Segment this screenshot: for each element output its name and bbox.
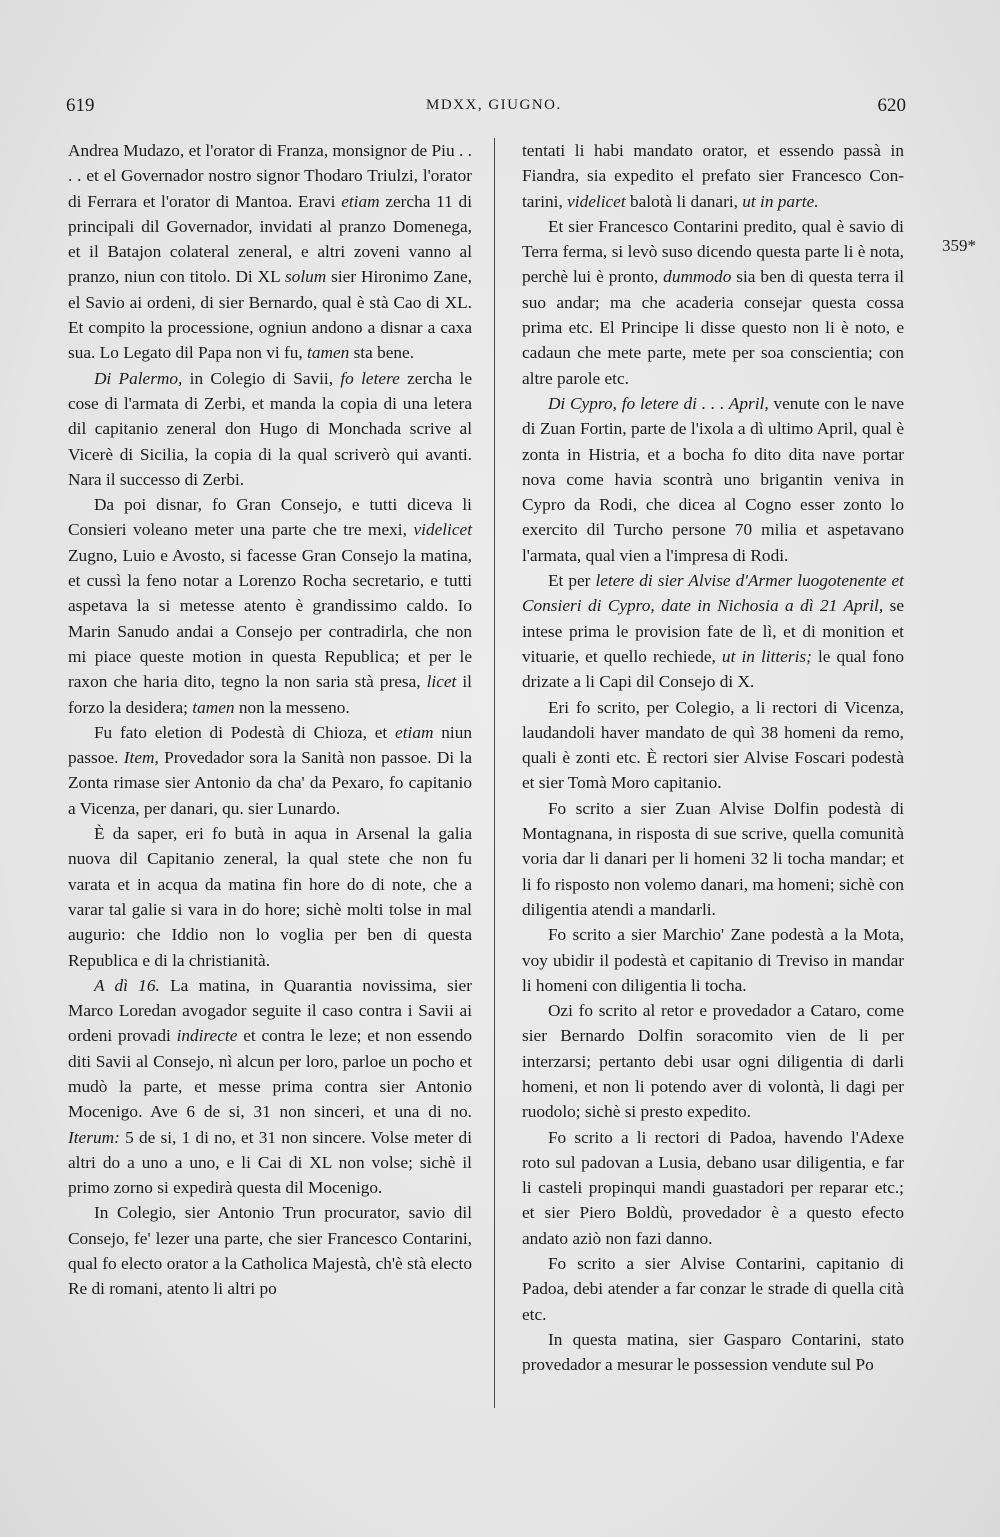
- text-run: Fo scrito a li rectori di Padoa, havendo l'Adexe roto sul padovan a Lusia, debano usar diligentia, e far li casteli propinqui mandi guastadori per reparar etc.; et sier Piero Boldù, provedador è a questo efecto andato aziò non fazi danno.: [522, 1127, 904, 1248]
- italic-text: dummodo: [663, 267, 732, 287]
- text-run: le qual fono drizate a li Capi dil Consejo di X.: [522, 646, 904, 692]
- italic-text: solum: [284, 267, 327, 287]
- paragraph: [68, 492, 472, 720]
- italic-text: fo letere: [340, 368, 400, 388]
- text-run: balotà li danari,: [625, 191, 743, 211]
- italic-text: A dì 16.: [93, 975, 160, 995]
- paragraph: [68, 366, 472, 492]
- paragraph: [522, 1125, 904, 1251]
- italic-text: ut in parte.: [742, 191, 819, 211]
- text-run: È da saper, eri fo butà in aqua in Arsenal la galia nuova dil Capitanio zeneral, la qual stete che non fu varata et in acqua da matina fin hore do di note, che a varar tal galie si vara in do hore; sichè molti tolse in mal augurio: che Iddio non lo voglia per ben di questa Republica e di la christianità.: [68, 824, 472, 970]
- paragraph: [522, 1327, 904, 1378]
- text-run: Ozi fo scrito al retor e provedador a Cataro, come sier Bernardo Dolfin soracomito vien de li per interzarsi; pertanto debi usar ogni diligentia di darli homeni, et non li potendo aver di volontà, li dagi per ruodolo; sichè si presto expedito.: [522, 1001, 904, 1122]
- margin-note: 359*: [942, 236, 976, 255]
- italic-text: videlicet: [567, 191, 626, 211]
- text-run: Fo scrito a sier Alvise Contarini, capitanio di Padoa, debi atender a far conzar le strade di quella cità etc.: [522, 1254, 904, 1324]
- text-run: niun passoe.: [68, 722, 472, 768]
- text-run: 5 de si, 1 di no, et 31 non sincere. Volse meter di altri do a uno a uno, e li Cai di XL non volse; sichè il primo zorno si expedirà questa dil Mocenigo.: [68, 1127, 472, 1198]
- paragraph: [522, 998, 904, 1124]
- page-header: [66, 95, 906, 125]
- italic-text: etiam: [395, 722, 434, 742]
- text-run: in Colegio di Savii,: [182, 368, 341, 388]
- italic-text: videlicet: [413, 520, 472, 540]
- column-divider: [494, 138, 495, 1408]
- text-run: Andrea Mudazo, et l'orator di Franza, monsignor de Piu . . . . et el Governador nostro signor Thodaro Triulzi, l'orator di Ferrara et l'orator di Mantoa. Eravi: [68, 141, 472, 211]
- italic-text: Di Palermo,: [93, 368, 183, 388]
- italic-text: Iterum:: [68, 1127, 120, 1147]
- paragraph: [68, 720, 472, 821]
- text-run: In Colegio, sier Antonio Trun procurator, savio dil Consejo, fe' lezer una parte, che sier Francesco Contarini, qual fo electo orator a la Catholica Majestà, ch'è stà electo Re di romani, atento li altri po: [68, 1203, 472, 1299]
- text-run: Zugno, Luio e Avosto, si facesse Gran Consejo la matina, et cussì la feno notar a Lorenzo Rocha secretario, e tutti aspetava la si metesse atento è grandissimo caldo. Io Marin Sanudo andai a Consejo per contradirla, che non mi piace queste motion in questa Republica; et per le raxon che haria dito, tegno la non saria stà presa,: [68, 545, 472, 692]
- paragraph: [522, 391, 904, 568]
- text-run: sia ben di questa terra il suo andar; ma che acaderia consejar questa cossa prima etc. El Principe li disse questo non li è noto, e cadaun che mete parte, mete per soa conscientia; con altre parole etc.: [522, 267, 904, 388]
- text-run: Da poi disnar, fo Gran Consejo, e tutti diceva li Consieri voleano meter una parte che tre mexi,: [68, 495, 472, 540]
- text-run: sta bene.: [349, 343, 415, 363]
- paragraph: [522, 214, 904, 391]
- paragraph: [522, 568, 904, 694]
- text-run: Provedador sora la Sanità non passoe. Di la Zonta rimase sier Antonio da cha' da Pexaro, fo capitanio a Vicenza, per danari, qu. sier Lunardo.: [68, 748, 472, 818]
- text-run: se intese prima le provision fate de lì, et di monition et vituarie, et quello rechiede,: [522, 596, 905, 666]
- text-run: non la messeno.: [234, 697, 350, 717]
- text-run: sier Hironimo Zane, el Savio ai ordeni, di sier Bernardo, qual è stà Cao di XL. Et compito la processione, ogniun andono a disnar a caxa sua. Lo Legato dil Papa non vi fu,: [68, 267, 472, 363]
- text-run: il forzo la desidera;: [68, 672, 472, 717]
- paragraph: [522, 1251, 904, 1327]
- italic-text: Item,: [123, 748, 159, 768]
- page-number-left: 619: [66, 95, 95, 116]
- text-run: Fo scrito a sier Zuan Alvise Dolfin podestà di Montagnana, in risposta di sue scrive, quella comunità voria dar li danari per li homeni 32 li tocha mandar; et li fo risposto non volemo danari, ma homeni; sichè con diligentia atendi a mandarli.: [522, 798, 904, 919]
- page-number-right: 620: [877, 95, 906, 116]
- paragraph: [68, 821, 472, 973]
- text-run: Et sier Francesco Contarini predito, qual è savio di Terra ferma, si levò suso dicendo questa parte li è nota, perchè lui è pronto,: [522, 216, 904, 287]
- italic-text: letere di sier Alvise d'Armer luogotenente et Consieri di Cypro, date in Nichosia a dì 21 April,: [522, 571, 904, 616]
- italic-text: tamen: [307, 343, 350, 363]
- italic-text: licet: [426, 672, 457, 692]
- italic-text: etiam: [341, 191, 380, 211]
- italic-text: Di Cypro, fo letere di . . . April,: [547, 393, 769, 413]
- paragraph: [522, 796, 904, 922]
- paragraph: [68, 973, 472, 1201]
- paragraph: [68, 1200, 472, 1301]
- text-run: Fo scrito a sier Marchio' Zane podestà a la Mota, voy ubidir il podestà et capitanio di Treviso in mandar li homeni con diligentia li tocha.: [522, 925, 904, 995]
- paragraph: [522, 138, 904, 214]
- text-run: zercha 11 di principali dil Governador, invidati al pranzo Domenega, et il Batajon colateral zeneral, e altri zoveni vanno al pranzo, niun con titolo. Di XL: [68, 191, 472, 287]
- italic-text: indirecte: [176, 1026, 238, 1046]
- italic-text: ut in litteris;: [721, 646, 812, 666]
- text-run: venute con le nave di Zuan Fortin, parte de l'ixola a dì ultimo April, qual è zonta in Histria, et a bocha fo dito dita nave portar nova come havia scontrà uno brigantin veniva in Cypro da Rodi, che dicea al Cogno esser zonto lo exercito dil Turcho persone 70 milia et aspetavano l'armata, qual vien a l'impresa di Rodi.: [522, 393, 904, 565]
- italic-text: tamen: [192, 697, 235, 717]
- paragraph: [522, 922, 904, 998]
- paragraph: [522, 695, 904, 796]
- left-text-column: [68, 138, 472, 1302]
- right-text-column: [522, 138, 904, 1378]
- text-run: zercha le cose di l'armata di Zerbi, et manda la copia di una letera dil capitanio zeneral don Hugo di Monchada scrive al Vicerè di Sicilia, la copia di la qual scriverò qui avanti. Nara il successo di Zerbi.: [68, 368, 472, 489]
- text-run: Et per: [547, 571, 596, 591]
- text-run: et contra le leze; et non essendo diti Savii al Consejo, nì alcun per loro, parloe un pocho et mudò la parte, et messe prima contra sier Antonio Mocenigo. Ave 6 de si, 31 non sinceri, et una di no.: [68, 1026, 472, 1122]
- running-title: MDXX, GIUGNO.: [426, 97, 562, 113]
- text-run: Fu fato eletion di Podestà di Chioza, et: [93, 722, 396, 742]
- text-run: Eri fo scrito, per Colegio, a li rectori di Vicenza, laudandoli haver mandato de quì 38 homeni da remo, quali è zonti etc. È rectori sier Alvise Foscari podestà et sier Tomà Moro capitanio.: [522, 697, 904, 793]
- text-run: In questa matina, sier Gasparo Contarini, stato provedador a mesurar le possession vendute sul Po: [522, 1329, 904, 1375]
- text-run: tentati li habi mandato orator, et essendo passà in Fiandra, sia expedito el prefato sier Francesco Contarini,: [522, 141, 904, 211]
- paragraph: [68, 138, 472, 366]
- text-run: La matina, in Quarantia novissima, sier Marco Loredan avogador seguite il caso contra i Savii ai ordeni provadi: [68, 975, 472, 1046]
